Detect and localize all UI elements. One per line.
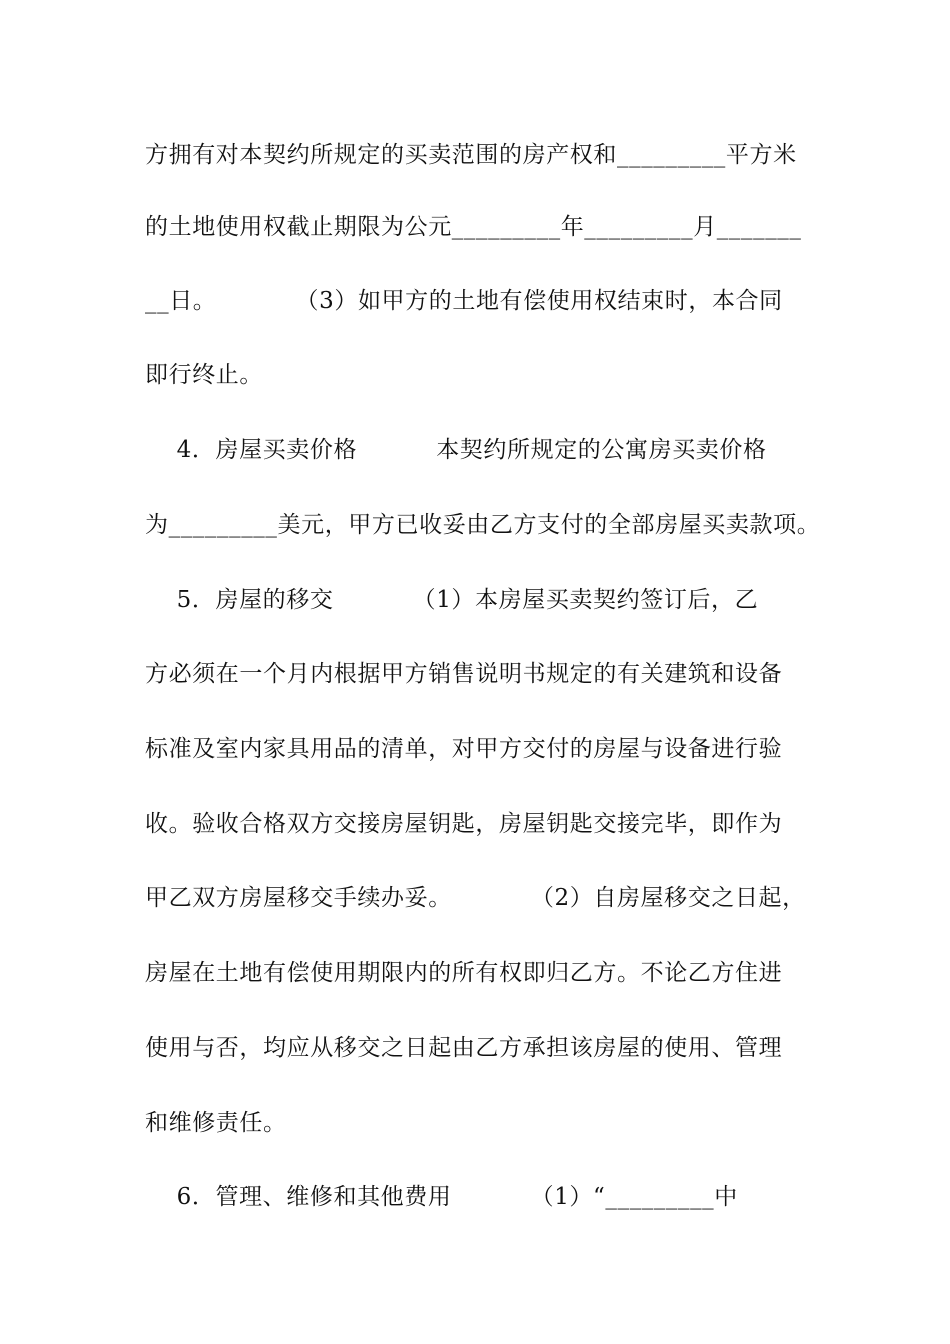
text-line: 5．房屋的移交 （1）本房屋买卖契约签订后，乙 bbox=[145, 587, 759, 613]
text-line: 和维修责任。 bbox=[145, 1110, 287, 1136]
text-line: 收。验收合格双方交接房屋钥匙，房屋钥匙交接完毕，即作为 bbox=[145, 811, 783, 837]
text-line: 6．管理、维修和其他费用 （1）“_________中 bbox=[145, 1184, 738, 1210]
text-line: __日。 （3）如甲方的土地有偿使用权结束时，本合同 bbox=[145, 288, 783, 314]
text-line: 方必须在一个月内根据甲方销售说明书规定的有关建筑和设备 bbox=[145, 661, 783, 687]
text-line: 方拥有对本契约所规定的买卖范围的房产权和_________平方米 bbox=[145, 142, 797, 168]
text-line: 即行终止。 bbox=[145, 362, 263, 388]
text-line: 使用与否，均应从移交之日起由乙方承担该房屋的使用、管理 bbox=[145, 1035, 783, 1061]
text-line: 4．房屋买卖价格 本契约所规定的公寓房买卖价格 bbox=[145, 437, 767, 463]
text-line: 房屋在土地有偿使用期限内的所有权即归乙方。不论乙方住进 bbox=[145, 960, 783, 986]
text-line: 为_________美元，甲方已收妥由乙方支付的全部房屋买卖款项。 bbox=[145, 512, 821, 538]
text-line: 的土地使用权截止期限为公元_________年_________月_______ bbox=[145, 214, 802, 240]
text-line: 标准及室内家具用品的清单，对甲方交付的房屋与设备进行验 bbox=[145, 736, 783, 762]
text-line: 甲乙双方房屋移交手续办妥。 （2）自房屋移交之日起， bbox=[145, 885, 806, 911]
